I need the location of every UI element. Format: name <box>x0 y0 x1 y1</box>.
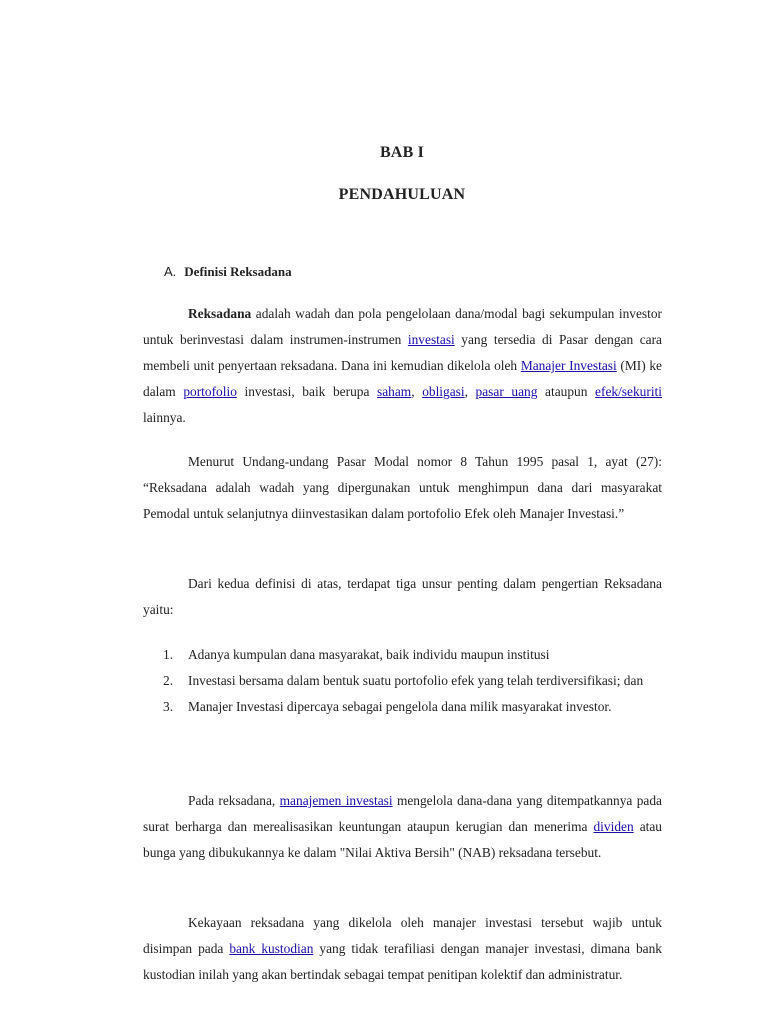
link-saham[interactable]: saham <box>377 384 412 399</box>
list-text: Manajer Investasi dipercaya sebagai pengelola dana milik masyarakat investor. <box>188 699 612 714</box>
section-heading <box>164 264 292 280</box>
list-item <box>143 668 662 694</box>
text-span: investasi, baik berupa <box>236 384 378 399</box>
list-item <box>143 694 662 720</box>
text-span: Kekayaan reksadana yang dikelola oleh manajer investasi tersebut wajib untuk disimpan pada <box>143 915 662 956</box>
elements-list <box>143 642 662 720</box>
paragraph-custodian <box>143 910 662 988</box>
list-number: 1. <box>163 647 174 662</box>
link-investasi[interactable]: investasi <box>407 332 455 347</box>
text-span: Pada reksadana, <box>188 793 280 808</box>
paragraph-law-quote: Menurut Undang-undang Pasar Modal nomor 8 Tahun 1995 pasal 1, ayat (27): “Reksadana adalah wadah yang dipergunakan untuk menghimpun dana dari masyarakat Pemodal untuk selanjutnya diinvestasikan dalam portofolio Efek oleh Manajer Investasi.” <box>143 454 662 521</box>
link-portofolio[interactable]: portofolio <box>183 384 237 399</box>
text-span: , <box>464 384 476 399</box>
text-span: lainnya. <box>143 410 186 425</box>
text-span: ataupun <box>537 384 596 399</box>
term-reksadana: Reksadana <box>188 306 252 321</box>
link-obligasi[interactable]: obligasi <box>422 384 465 399</box>
link-pasar-uang[interactable]: pasar uang <box>475 384 538 399</box>
text-span: adalah wadah dan pola pengelolaan dana/modal bagi sekumpulan investor untuk berinvestasi dalam instrumen-instrumen <box>143 306 662 347</box>
list-text: Adanya kumpulan dana masyarakat, baik individu maupun institusi <box>188 647 550 662</box>
paragraph-definition <box>143 301 662 431</box>
text-span: atau bunga yang dibukukannya ke dalam "Nilai Aktiva Bersih" (NAB) reksadana tersebut. <box>143 819 663 860</box>
link-manajer-investasi[interactable]: Manajer Investasi <box>520 358 617 373</box>
link-efek-sekuriti[interactable]: efek/sekuriti <box>595 384 662 399</box>
list-number: 3. <box>163 699 174 714</box>
section-letter: A. <box>164 264 177 279</box>
chapter-number: BAB I <box>379 144 425 161</box>
text-span: (MI) ke dalam <box>143 358 663 399</box>
text-span: yang tersedia di Pasar dengan cara membeli unit penyertaan reksadana. Dana ini kemudian dikelola oleh <box>143 332 663 373</box>
link-dividen[interactable]: dividen <box>593 819 634 834</box>
paragraph-elements-intro: Dari kedua definisi di atas, terdapat tiga unsur penting dalam pengertian Reksadana yaitu: <box>143 576 662 617</box>
link-manajemen-investasi[interactable]: manajemen investasi <box>279 793 393 808</box>
list-number: 2. <box>163 673 174 688</box>
text-span: yang tidak terafiliasi dengan manajer investasi, dimana bank kustodian inilah yang akan bertindak sebagai tempat penitipan kolektif dan administratur. <box>143 941 662 982</box>
list-text: Investasi bersama dalam bentuk suatu portofolio efek yang telah terdiversifikasi; dan <box>188 673 644 688</box>
section-title: Definisi Reksadana <box>184 264 292 279</box>
list-item <box>143 642 662 668</box>
text-span: mengelola dana-dana yang ditempatkannya pada surat berharga dan merealisasikan keuntungan ataupun kerugian dan menerima <box>143 793 662 834</box>
chapter-title: PENDAHULUAN <box>338 186 466 203</box>
link-bank-kustodian[interactable]: bank kustodian <box>229 941 314 956</box>
paragraph-investment-management <box>143 788 662 866</box>
text-span: , <box>411 384 423 399</box>
